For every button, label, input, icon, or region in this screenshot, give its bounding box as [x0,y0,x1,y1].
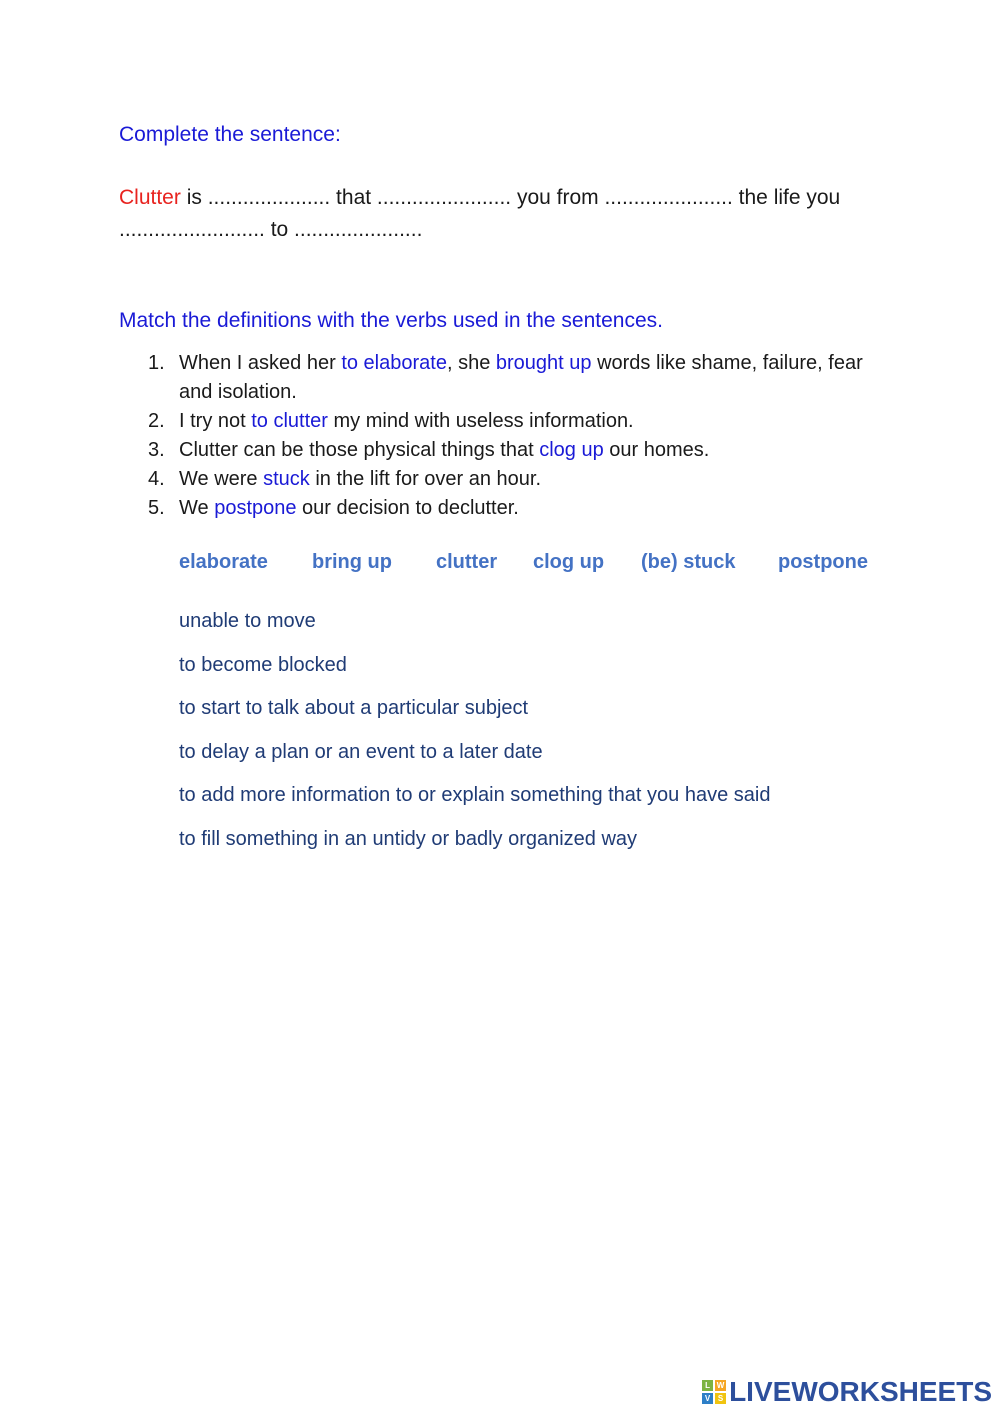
word-bank-item[interactable]: clog up [533,551,605,573]
word-bank-item[interactable]: postpone [778,551,868,573]
list-number: 5. [148,497,165,519]
highlighted-verb: stuck [263,468,310,490]
list-number: 3. [148,439,165,461]
liveworksheets-logo [702,1377,992,1407]
highlighted-verb: brought up [495,352,592,374]
logo-text: LIVEWORKSHEETS [729,1376,992,1407]
definition-item[interactable]: to add more information to or explain something that you have said [179,784,771,806]
list-item [148,494,888,523]
definition-item[interactable]: to fill something in an untidy or badly organized way [179,828,638,850]
highlighted-verb: to clutter [251,410,328,432]
list-number: 2. [148,410,165,432]
list-number: 1. [148,352,165,374]
list-item [148,407,888,436]
word-bank-item[interactable]: elaborate [179,551,268,573]
sentence-text: We were stuck in the lift for over an hour. [179,468,542,490]
match-definitions-heading: Match the definitions with the verbs used in the sentences. [119,309,663,332]
keyword-clutter: Clutter [119,186,181,209]
highlighted-verb: postpone [214,497,297,519]
word-bank-item[interactable]: bring up [312,551,392,573]
logo-mark-cell: L [702,1380,713,1391]
sentence-text: We postpone our decision to declutter. [179,497,519,519]
list-item [148,465,888,494]
word-bank-item[interactable]: (be) stuck [641,551,736,573]
sentence-text: When I asked her to elaborate, she brought up words like shame, failure, fear and isolation. [179,352,863,403]
sentence-list [148,349,888,523]
logo-mark-cell: W [716,1381,725,1390]
highlighted-verb: to elaborate [341,352,447,374]
logo-mark-cell: S [715,1393,726,1404]
definition-item[interactable]: to delay a plan or an event to a later date [179,741,543,763]
gap-sentence-text: is ..................... that ....................... you from ...................... the life you [180,186,841,209]
word-bank-item[interactable]: clutter [436,551,498,573]
definition-item[interactable]: to become blocked [179,654,347,676]
logo-mark-cell: V [702,1393,713,1404]
sentence-text: Clutter can be those physical things that clog up our homes. [179,439,710,461]
complete-sentence-heading: Complete the sentence: [119,123,341,146]
list-number: 4. [148,468,165,490]
logo-mark-icon [702,1380,726,1404]
list-item [148,436,888,465]
definition-item[interactable]: unable to move [179,610,316,632]
sentence-text: I try not to clutter my mind with useless information. [179,410,634,432]
gap-sentence-line-1 [119,182,840,214]
list-item [148,349,888,407]
highlighted-verb: clog up [539,439,604,461]
definition-item[interactable]: to start to talk about a particular subject [179,697,529,719]
gap-sentence-line-2: ......................... to ...................... [119,218,423,241]
